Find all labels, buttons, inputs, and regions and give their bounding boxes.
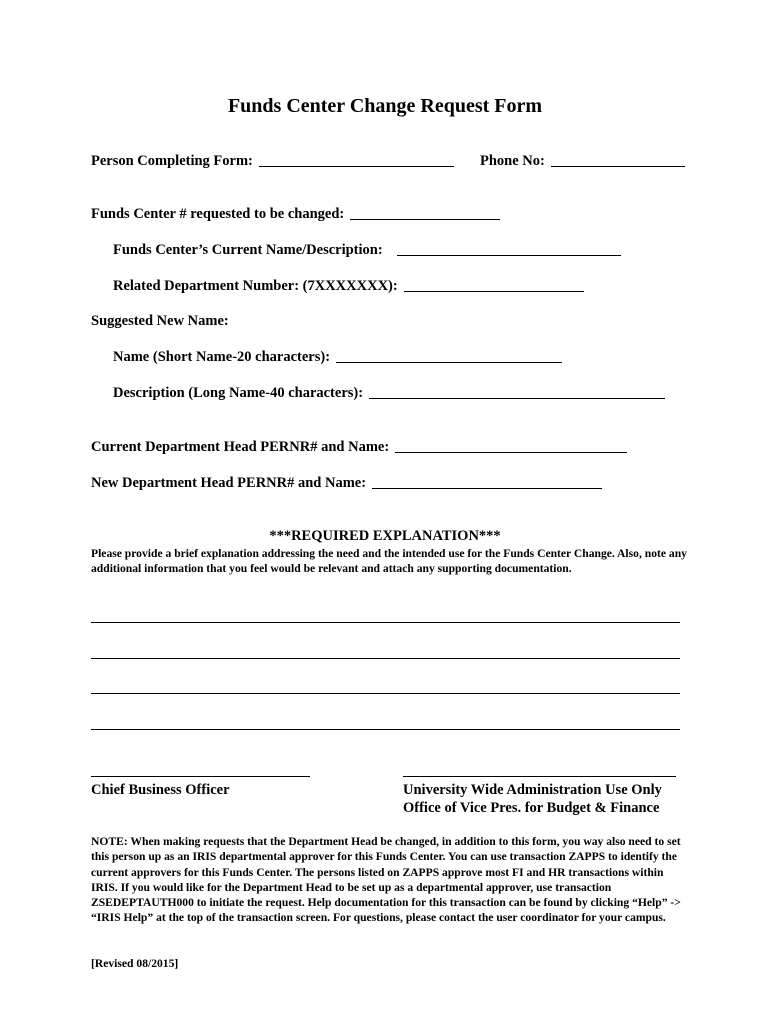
- funds-center-field[interactable]: [350, 205, 500, 220]
- current-head-field[interactable]: [395, 438, 627, 453]
- phone-row: [480, 152, 685, 170]
- new-head-field[interactable]: [372, 474, 602, 489]
- explanation-heading: ***REQUIRED EXPLANATION***: [269, 528, 501, 544]
- new-head-label: New Department Head PERNR# and Name:: [91, 475, 367, 491]
- suggested-label: Suggested New Name:: [91, 313, 229, 329]
- revision-date: [Revised 08/2015]: [91, 957, 179, 970]
- short-name-row: [113, 348, 562, 366]
- long-name-label: Description (Long Name-40 characters):: [113, 385, 364, 401]
- current-name-label: Funds Center’s Current Name/Description:: [113, 242, 383, 258]
- funds-center-row: [91, 205, 500, 223]
- related-dept-field[interactable]: [404, 277, 584, 292]
- phone-label: Phone No:: [480, 153, 545, 169]
- new-head-row: [91, 474, 602, 492]
- admin-label-line-1: University Wide Administration Use Only: [403, 782, 662, 798]
- explanation-line[interactable]: [91, 658, 680, 659]
- long-name-row: [113, 384, 665, 402]
- related-dept-label: Related Department Number: (7XXXXXXX):: [113, 278, 398, 294]
- long-name-field[interactable]: [369, 384, 665, 399]
- current-head-row: [91, 438, 627, 456]
- person-row: [91, 152, 454, 170]
- admin-label-line-2: Office of Vice Pres. for Budget & Finance: [403, 800, 660, 816]
- cbo-label: Chief Business Officer: [91, 782, 230, 798]
- explanation-line[interactable]: [91, 729, 680, 730]
- related-dept-row: [113, 277, 584, 295]
- cbo-signature-line[interactable]: [91, 776, 310, 777]
- current-name-row: [113, 241, 621, 259]
- suggested-row: [91, 313, 229, 330]
- admin-signature-line[interactable]: [403, 776, 676, 777]
- explanation-text: Please provide a brief explanation addressing the need and the intended use for the Funds Center Change. Also, note any additional information that you feel would be relevant and attach any supporting documentation.: [91, 547, 687, 575]
- note-text: NOTE: When making requests that the Department Head be changed, in addition to this form, you way also need to set this person up as an IRIS departmental approver for this Funds Center. You can use transaction ZAPPS to identify the current approvers for this Funds Center. The persons listed on ZAPPS approve most FI and HR transactions within IRIS. If you would like for the Department Head to be set up as a departmental approver, use transaction ZSEDEPTAUTH000 to initiate the request. Help documentation for this transaction can be found by clicking “Help” -> “IRIS Help” at the top of the transaction screen. For questions, please contact the user coordinator for your campus.: [91, 835, 681, 925]
- person-field[interactable]: [259, 152, 454, 167]
- form-title: Funds Center Change Request Form: [227, 95, 543, 117]
- current-head-label: Current Department Head PERNR# and Name:: [91, 439, 390, 455]
- short-name-label: Name (Short Name-20 characters):: [113, 349, 331, 365]
- funds-center-label: Funds Center # requested to be changed:: [91, 206, 345, 222]
- person-label: Person Completing Form:: [91, 153, 253, 169]
- current-name-field[interactable]: [397, 241, 621, 256]
- explanation-line[interactable]: [91, 693, 680, 694]
- phone-field[interactable]: [551, 152, 685, 167]
- short-name-field[interactable]: [336, 348, 562, 363]
- explanation-line[interactable]: [91, 622, 680, 623]
